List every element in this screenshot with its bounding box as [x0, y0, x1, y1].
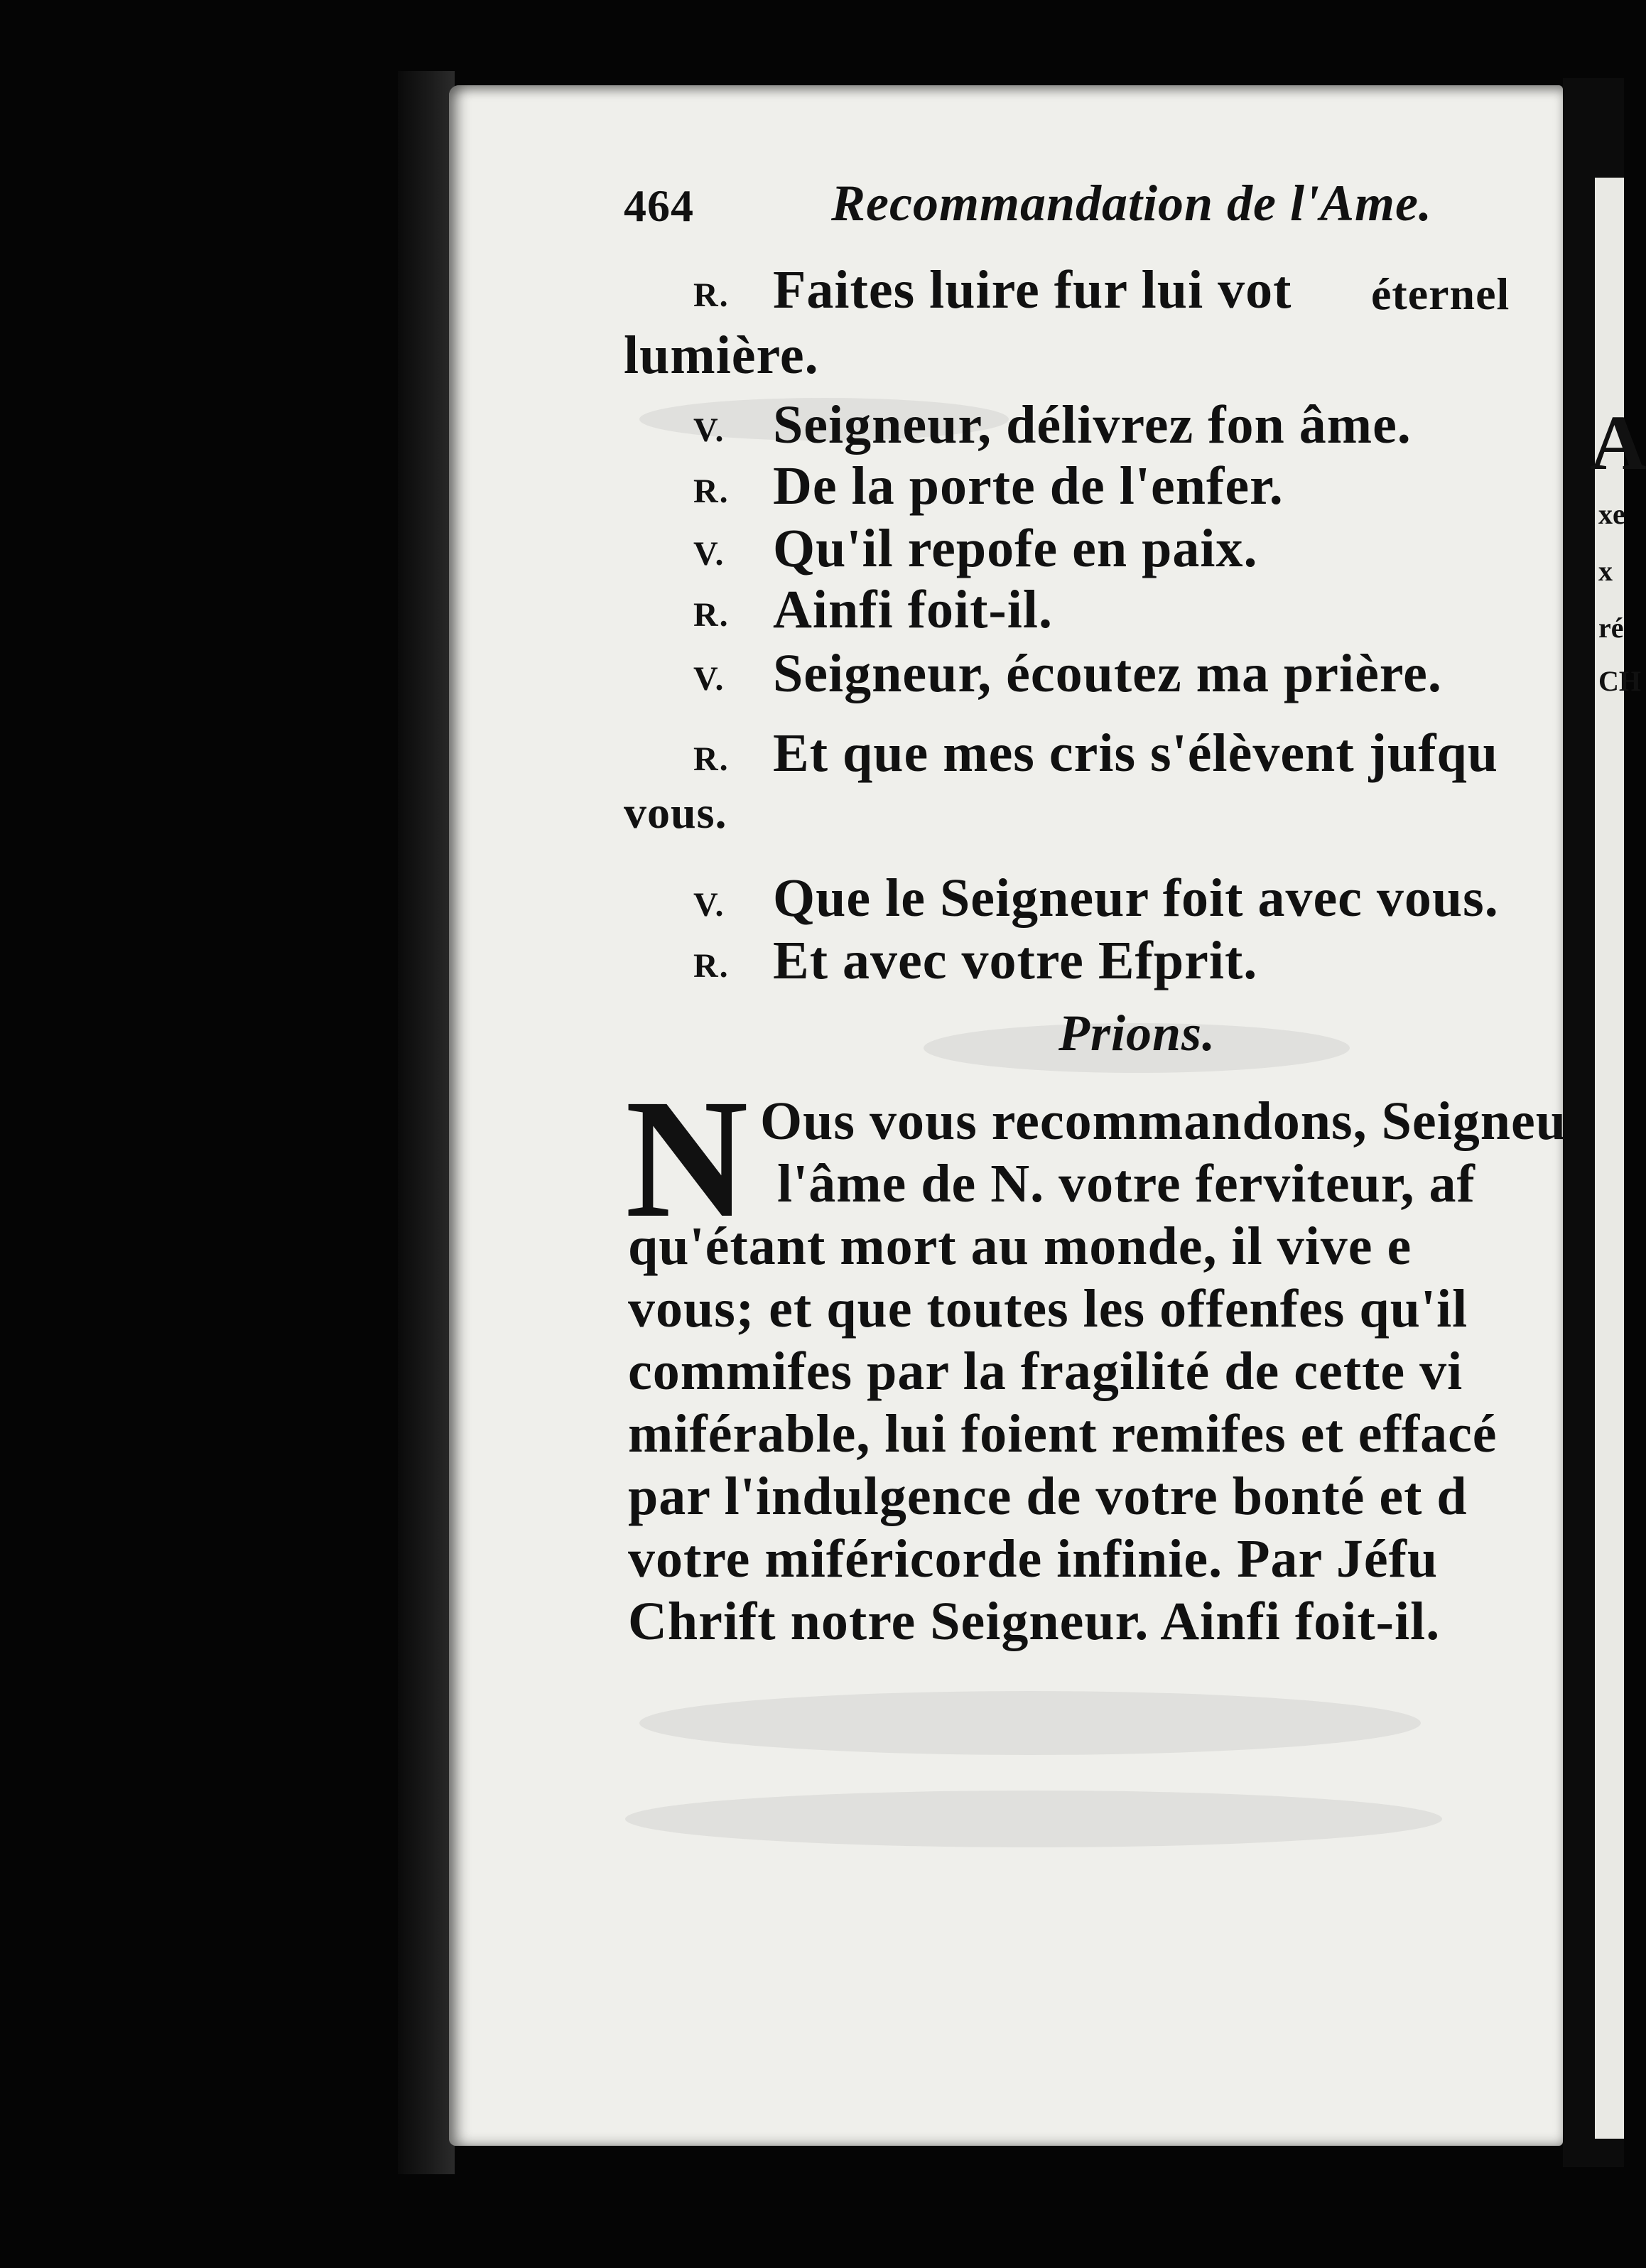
versicle-mark: R.	[693, 596, 730, 634]
prayer-line: Ous vous recommandons, Seigneu	[760, 1091, 1567, 1151]
versicle-text: Et que mes cris s'élèvent jufqu	[773, 723, 1499, 783]
facing-page-fragment: A	[1590, 399, 1646, 486]
prayer-line: vous; et que toutes les offenfes qu'il	[628, 1279, 1468, 1339]
versicle-continuation: lumière.	[624, 325, 819, 385]
versicle-mark: R.	[693, 947, 730, 985]
prayer-line: commifes par la fragilité de cette vi	[628, 1341, 1463, 1401]
versicle-text: Que le Seigneur foit avec vous.	[773, 868, 1499, 928]
prayer-line: l'âme de N. votre ferviteur, af	[777, 1154, 1476, 1214]
prayer-line: qu'étant mort au monde, il vive e	[628, 1216, 1412, 1276]
versicle-mark: V.	[693, 660, 725, 698]
versicle-mark: V.	[693, 886, 725, 924]
page-number: 464	[624, 180, 694, 231]
versicle-mark: R.	[693, 276, 730, 314]
prayer-line: miférable, lui foient remifes et effacé	[628, 1404, 1498, 1464]
versicle-text: Seigneur, écoutez ma prière.	[773, 644, 1442, 703]
versicle-mark: V.	[693, 535, 725, 573]
versicle-text: De la porte de l'enfer.	[773, 456, 1284, 516]
bleed-through	[639, 1691, 1421, 1755]
versicle-text: Seigneur, délivrez fon âme.	[773, 395, 1412, 455]
bleed-through	[625, 1791, 1442, 1847]
versicle-text: éternel	[1371, 269, 1510, 319]
prayer-line: Chrift notre Seigneur. Ainfi foit-il.	[628, 1592, 1441, 1651]
facing-page-fragment: ré	[1598, 612, 1624, 644]
running-title: Recommandation de l'Ame.	[831, 175, 1432, 232]
drop-cap: N	[625, 1064, 749, 1253]
versicle-mark: V.	[693, 411, 725, 449]
versicle-mark: R.	[693, 740, 730, 778]
versicle-continuation: vous.	[624, 787, 727, 838]
facing-page-fragment: x	[1598, 555, 1613, 587]
versicle-text: Et avec votre Efprit.	[773, 931, 1258, 990]
facing-page-fragment: xe	[1598, 498, 1625, 530]
versicle-mark: R.	[693, 472, 730, 510]
versicle-text: Ainfi foit-il.	[773, 580, 1053, 639]
prayer-line: votre miféricorde infinie. Par Jéfu	[628, 1529, 1439, 1589]
section-heading: Prions.	[1058, 1005, 1216, 1062]
facing-page-fragment: CH	[1598, 665, 1641, 697]
versicle-text: Qu'il repofe en paix.	[773, 519, 1258, 578]
prayer-line: par l'indulgence de votre bonté et d	[628, 1467, 1468, 1526]
versicle-text: Faites luire fur lui vot	[773, 260, 1292, 320]
book-spine-shadow	[398, 71, 455, 2174]
